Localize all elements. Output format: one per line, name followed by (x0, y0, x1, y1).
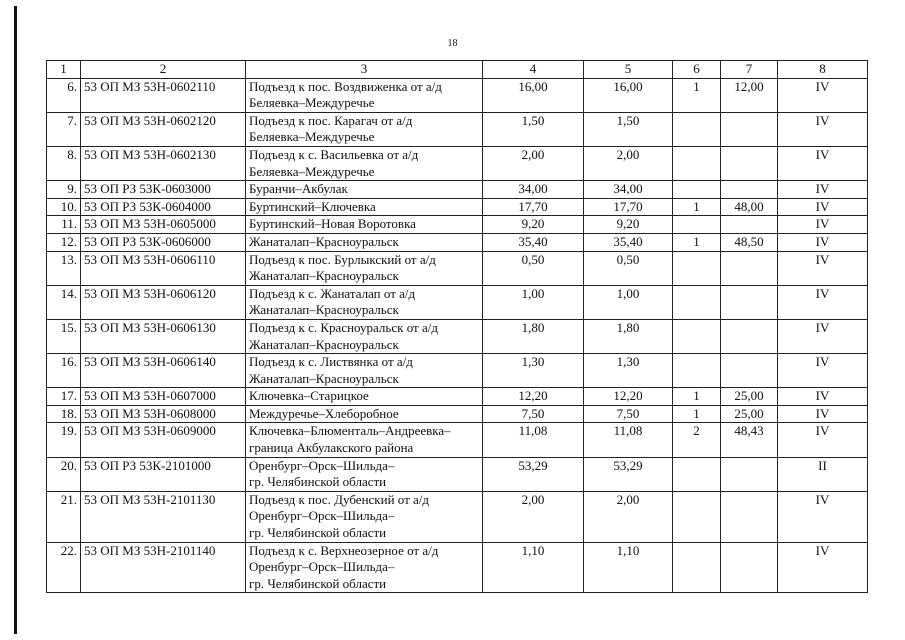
length-cell: 0,50 (584, 251, 673, 285)
length-cell: 12,20 (483, 388, 584, 406)
length-cell: 35,40 (483, 233, 584, 251)
road-name-line: гр. Челябинской области (249, 474, 387, 490)
road-name-line: Подъезд к с. Листвянка от а/д (249, 354, 413, 370)
value-cell: 25,00 (721, 405, 778, 423)
length-cell: 12,20 (584, 388, 673, 406)
count-cell (673, 181, 721, 199)
category-cell: IV (778, 233, 868, 251)
category-cell: IV (778, 216, 868, 234)
road-name-line: Подъезд к с. Красноуральск от а/д (249, 319, 438, 335)
road-name-line: Подъезд к с. Васильевка от а/д (249, 146, 419, 162)
row-number-cell: 12. (47, 233, 81, 251)
length-cell: 53,29 (483, 457, 584, 491)
count-cell (673, 491, 721, 542)
road-code-cell: 53 ОП РЗ 53К-0606000 (81, 233, 246, 251)
category-cell: IV (778, 78, 868, 112)
road-name-line: Жанаталап–Красноуральск (249, 302, 399, 318)
value-cell: 48,00 (721, 198, 778, 216)
category-cell: IV (778, 388, 868, 406)
road-name-cell (246, 251, 483, 285)
row-number-cell: 20. (47, 457, 81, 491)
category-cell: IV (778, 542, 868, 593)
road-name-line: Буртинский–Ключевка (249, 198, 376, 214)
length-cell: 2,00 (483, 146, 584, 180)
value-cell (721, 216, 778, 234)
table-row (47, 198, 868, 216)
category-cell: IV (778, 198, 868, 216)
length-cell: 1,00 (483, 285, 584, 319)
road-name-cell (246, 388, 483, 406)
road-name-line: Беляевка–Междуречье (249, 95, 375, 111)
road-name-line: гр. Челябинской области (249, 575, 387, 591)
value-cell (721, 146, 778, 180)
category-cell: IV (778, 423, 868, 457)
table-row (47, 78, 868, 112)
table-row (47, 285, 868, 319)
count-cell: 1 (673, 78, 721, 112)
value-cell (721, 354, 778, 388)
page-number: 18 (447, 38, 458, 49)
road-name-cell (246, 198, 483, 216)
road-name-line: Беляевка–Междуречье (249, 163, 375, 179)
road-name-line: гр. Челябинской области (249, 525, 387, 541)
road-code-cell: 53 ОП РЗ 53К-0604000 (81, 198, 246, 216)
length-cell: 2,00 (584, 491, 673, 542)
road-code-cell: 53 ОП МЗ 53Н-0606140 (81, 354, 246, 388)
length-cell: 11,08 (483, 423, 584, 457)
value-cell (721, 542, 778, 593)
length-cell: 1,50 (483, 112, 584, 146)
table-row (47, 354, 868, 388)
table-row (47, 542, 868, 593)
category-cell: IV (778, 354, 868, 388)
road-name-line: Жанаталап–Красноуральск (249, 370, 399, 386)
length-cell: 17,70 (584, 198, 673, 216)
road-name-line: Жанаталап–Красноуральск (249, 268, 399, 284)
road-name-cell (246, 542, 483, 593)
road-name-line: Подъезд к пос. Дубенский от а/д (249, 491, 430, 507)
row-number-cell: 6. (47, 78, 81, 112)
road-name-cell (246, 457, 483, 491)
road-name-line: Подъезд к пос. Карагач от а/д (249, 112, 413, 128)
value-cell: 48,50 (721, 233, 778, 251)
road-name-cell (246, 319, 483, 353)
length-cell: 53,29 (584, 457, 673, 491)
count-cell (673, 112, 721, 146)
road-code-cell: 53 ОП МЗ 53Н-0606130 (81, 319, 246, 353)
scan-edge-bar (14, 6, 17, 634)
road-code-cell: 53 ОП МЗ 53Н-0602130 (81, 146, 246, 180)
table-row (47, 491, 868, 542)
length-cell: 34,00 (584, 181, 673, 199)
category-cell: IV (778, 405, 868, 423)
column-header: 5 (584, 61, 673, 79)
length-cell: 0,50 (483, 251, 584, 285)
table-row (47, 181, 868, 199)
row-number-cell: 8. (47, 146, 81, 180)
length-cell: 2,00 (483, 491, 584, 542)
count-cell: 1 (673, 233, 721, 251)
value-cell: 12,00 (721, 78, 778, 112)
length-cell: 9,20 (483, 216, 584, 234)
table-row (47, 423, 868, 457)
value-cell: 48,43 (721, 423, 778, 457)
road-name-line: Буртинский–Новая Воротовка (249, 216, 416, 232)
road-code-cell: 53 ОП МЗ 53Н-0605000 (81, 216, 246, 234)
table-row (47, 388, 868, 406)
length-cell: 1,30 (483, 354, 584, 388)
category-cell: IV (778, 251, 868, 285)
category-cell: IV (778, 285, 868, 319)
road-code-cell: 53 ОП РЗ 53К-2101000 (81, 457, 246, 491)
value-cell: 25,00 (721, 388, 778, 406)
road-name-line: Буранчи–Акбулак (249, 181, 348, 197)
length-cell: 17,70 (483, 198, 584, 216)
value-cell (721, 457, 778, 491)
road-name-line: Беляевка–Междуречье (249, 129, 375, 145)
column-header: 8 (778, 61, 868, 79)
length-cell: 16,00 (483, 78, 584, 112)
row-number-cell: 10. (47, 198, 81, 216)
row-number-cell: 17. (47, 388, 81, 406)
value-cell (721, 181, 778, 199)
length-cell: 9,20 (584, 216, 673, 234)
column-header: 4 (483, 61, 584, 79)
column-header: 1 (47, 61, 81, 79)
row-number-cell: 21. (47, 491, 81, 542)
count-cell (673, 146, 721, 180)
row-number-cell: 7. (47, 112, 81, 146)
length-cell: 1,30 (584, 354, 673, 388)
count-cell: 1 (673, 388, 721, 406)
row-number-cell: 22. (47, 542, 81, 593)
table-row (47, 319, 868, 353)
category-cell: IV (778, 491, 868, 542)
count-cell (673, 354, 721, 388)
road-name-cell (246, 405, 483, 423)
road-code-cell: 53 ОП МЗ 53Н-0602120 (81, 112, 246, 146)
length-cell: 7,50 (483, 405, 584, 423)
column-header: 6 (673, 61, 721, 79)
length-cell: 1,50 (584, 112, 673, 146)
road-name-line: Оренбург–Орск–Шильда– (249, 559, 395, 575)
road-code-cell: 53 ОП МЗ 53Н-0606120 (81, 285, 246, 319)
road-name-cell (246, 285, 483, 319)
count-cell: 1 (673, 198, 721, 216)
road-name-line: граница Акбулакского района (249, 440, 414, 456)
count-cell: 2 (673, 423, 721, 457)
road-name-line: Подъезд к пос. Воздвиженка от а/д (249, 78, 442, 94)
length-cell: 7,50 (584, 405, 673, 423)
road-name-line: Жанаталап–Красноуральск (249, 233, 399, 249)
row-number-cell: 9. (47, 181, 81, 199)
table-header-row (47, 61, 868, 79)
table-row (47, 405, 868, 423)
category-cell: IV (778, 146, 868, 180)
table-row (47, 216, 868, 234)
category-cell: IV (778, 112, 868, 146)
count-cell: 1 (673, 405, 721, 423)
count-cell (673, 457, 721, 491)
column-header: 2 (81, 61, 246, 79)
road-code-cell: 53 ОП РЗ 53К-0603000 (81, 181, 246, 199)
table-row (47, 233, 868, 251)
table-row (47, 251, 868, 285)
road-code-cell: 53 ОП МЗ 53Н-2101140 (81, 542, 246, 593)
count-cell (673, 319, 721, 353)
value-cell (721, 112, 778, 146)
count-cell (673, 285, 721, 319)
length-cell: 16,00 (584, 78, 673, 112)
table-body (47, 78, 868, 593)
road-name-cell (246, 491, 483, 542)
road-name-line: Подъезд к с. Верхнеозерное от а/д (249, 542, 439, 558)
road-name-cell (246, 216, 483, 234)
road-name-line: Междуречье–Хлеборобное (249, 405, 399, 421)
column-header: 3 (246, 61, 483, 79)
row-number-cell: 14. (47, 285, 81, 319)
row-number-cell: 15. (47, 319, 81, 353)
length-cell: 1,00 (584, 285, 673, 319)
count-cell (673, 542, 721, 593)
roads-table (46, 60, 868, 593)
value-cell (721, 251, 778, 285)
length-cell: 1,80 (584, 319, 673, 353)
count-cell (673, 216, 721, 234)
length-cell: 1,10 (584, 542, 673, 593)
length-cell: 1,10 (483, 542, 584, 593)
road-name-cell (246, 354, 483, 388)
road-name-cell (246, 112, 483, 146)
length-cell: 11,08 (584, 423, 673, 457)
value-cell (721, 491, 778, 542)
category-cell: II (778, 457, 868, 491)
road-name-line: Подъезд к с. Жанаталап от а/д (249, 285, 416, 301)
length-cell: 35,40 (584, 233, 673, 251)
row-number-cell: 19. (47, 423, 81, 457)
road-name-line: Ключевка–Старицкое (249, 388, 369, 404)
road-name-cell (246, 233, 483, 251)
table-row (47, 146, 868, 180)
road-name-line: Подъезд к пос. Бурлыкский от а/д (249, 251, 436, 267)
length-cell: 1,80 (483, 319, 584, 353)
length-cell: 34,00 (483, 181, 584, 199)
value-cell (721, 319, 778, 353)
column-header: 7 (721, 61, 778, 79)
value-cell (721, 285, 778, 319)
road-code-cell: 53 ОП МЗ 53Н-2101130 (81, 491, 246, 542)
row-number-cell: 18. (47, 405, 81, 423)
row-number-cell: 13. (47, 251, 81, 285)
road-name-cell (246, 423, 483, 457)
category-cell: IV (778, 319, 868, 353)
road-name-cell (246, 146, 483, 180)
table-row (47, 112, 868, 146)
road-name-cell (246, 181, 483, 199)
road-code-cell: 53 ОП МЗ 53Н-0607000 (81, 388, 246, 406)
road-code-cell: 53 ОП МЗ 53Н-0608000 (81, 405, 246, 423)
row-number-cell: 16. (47, 354, 81, 388)
road-name-line: Жанаталап–Красноуральск (249, 336, 399, 352)
road-name-line: Оренбург–Орск–Шильда– (249, 457, 395, 473)
row-number-cell: 11. (47, 216, 81, 234)
road-code-cell: 53 ОП МЗ 53Н-0609000 (81, 423, 246, 457)
length-cell: 2,00 (584, 146, 673, 180)
road-code-cell: 53 ОП МЗ 53Н-0606110 (81, 251, 246, 285)
table-row (47, 457, 868, 491)
road-name-line: Оренбург–Орск–Шильда– (249, 508, 395, 524)
count-cell (673, 251, 721, 285)
road-code-cell: 53 ОП МЗ 53Н-0602110 (81, 78, 246, 112)
road-name-line: Ключевка–Блюменталь–Андреевка– (249, 423, 451, 439)
category-cell: IV (778, 181, 868, 199)
road-name-cell (246, 78, 483, 112)
